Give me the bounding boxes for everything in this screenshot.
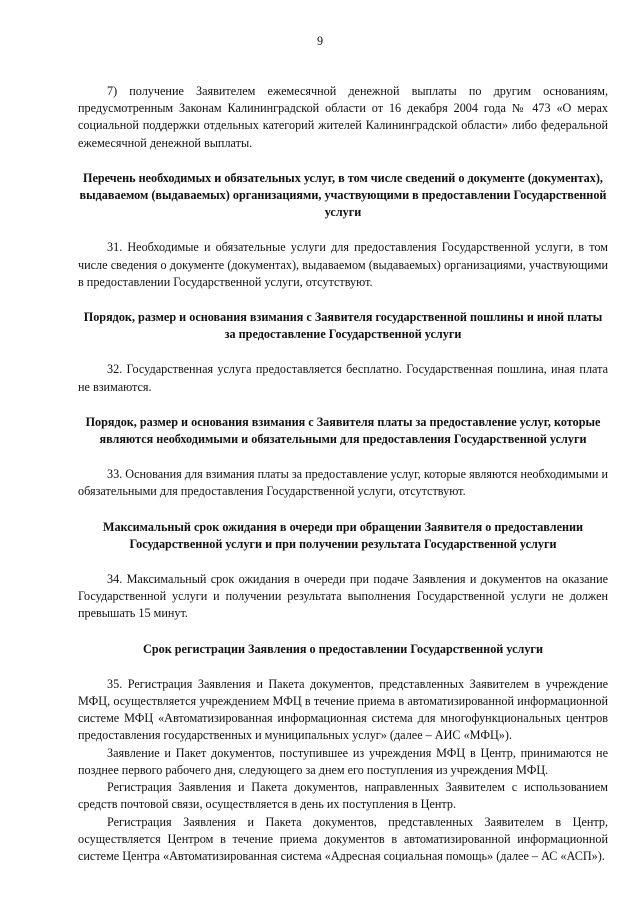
heading-required-services: Перечень необходимых и обязательных услуг, в том числе сведений о документе (документах), выдаваемом (выдаваемых) организациями, участвующими в предоставлении Государственной услуги (79, 170, 607, 220)
paragraph-7: 7) получение Заявителем ежемесячной денежной выплаты по другим основаниям, предусмотренным Законам Калининградской области от 16 декабря 2004 года № 473 «О мерах социальной поддержки отдельных категорий жителей Калининградской области» либо федеральной ежемесячной денежной выплаты. (78, 84, 608, 150)
paragraph-35: 35. Регистрация Заявления и Пакета документов, представленных Заявителем в учреждение МФЦ, осуществляется учреждением МФЦ в течение приема в автоматизированной информационной системе МФЦ «Автоматизированная информационная система для многофункциональных центров предоставления государственных и муниципальных услуг» (далее – АИС «МФЦ»). (78, 676, 608, 743)
paragraph-35-mfc-transfer: Заявление и Пакет документов, поступившее из учреждения МФЦ в Центр, принимаются не позднее первого рабочего дня, следующего за днем его поступления из учреждения МФЦ. (78, 745, 608, 777)
paragraph-35-postal: Регистрация Заявления и Пакета документов, направленных Заявителем с использованием средств почтовой связи, осуществляется в день их поступления в Центр. (78, 780, 608, 812)
heading-max-wait-time: Максимальный срок ожидания в очереди при обращении Заявителя о предоставлении Государственной услуги и при получении результата Государственной услуги (102, 519, 584, 551)
page-number: 9 (316, 34, 324, 48)
paragraph-35-center: Регистрация Заявления и Пакета документов, представленных Заявителем в Центр, осуществляется Центром в течение приема документов в автоматизированной информационной системе Центра «Автоматизированная система «Адресная социальная помощь» (далее – АС «АСП»). (78, 814, 608, 863)
heading-state-duty: Порядок, размер и основания взимания с Заявителя государственной пошлины и иной платы за предоставление Государственной услуги (83, 310, 603, 342)
paragraph-32: 32. Государственная услуга предоставляется бесплатно. Государственная пошлина, иная плата не взимаются. (78, 362, 608, 394)
heading-registration-term: Срок регистрации Заявления о предоставлении Государственной услуги (143, 641, 543, 656)
paragraph-31: 31. Необходимые и обязательные услуги для предоставления Государственной услуги, в том числе сведения о документе (документах), выдаваемом (выдаваемых) организациями, участвующими в предоставлении Государственной услуги, отсутствуют. (78, 240, 608, 289)
paragraph-33: 33. Основания для взимания платы за предоставление услуг, которые являются необходимыми и обязательными для предоставления Государственной услуги, отсутствуют. (78, 467, 608, 499)
heading-fee-for-services: Порядок, размер и основания взимания с Заявителя платы за предоставление услуг, которые являются необходимыми и обязательными для предоставления Государственной услуги (85, 414, 601, 447)
document-body (78, 83, 608, 865)
paragraph-34: 34. Максимальный срок ожидания в очереди при подаче Заявления и документов на оказание Государственной услуги и получении результата выполнения Государственной услуги не должен превышать 15 минут. (78, 572, 608, 621)
